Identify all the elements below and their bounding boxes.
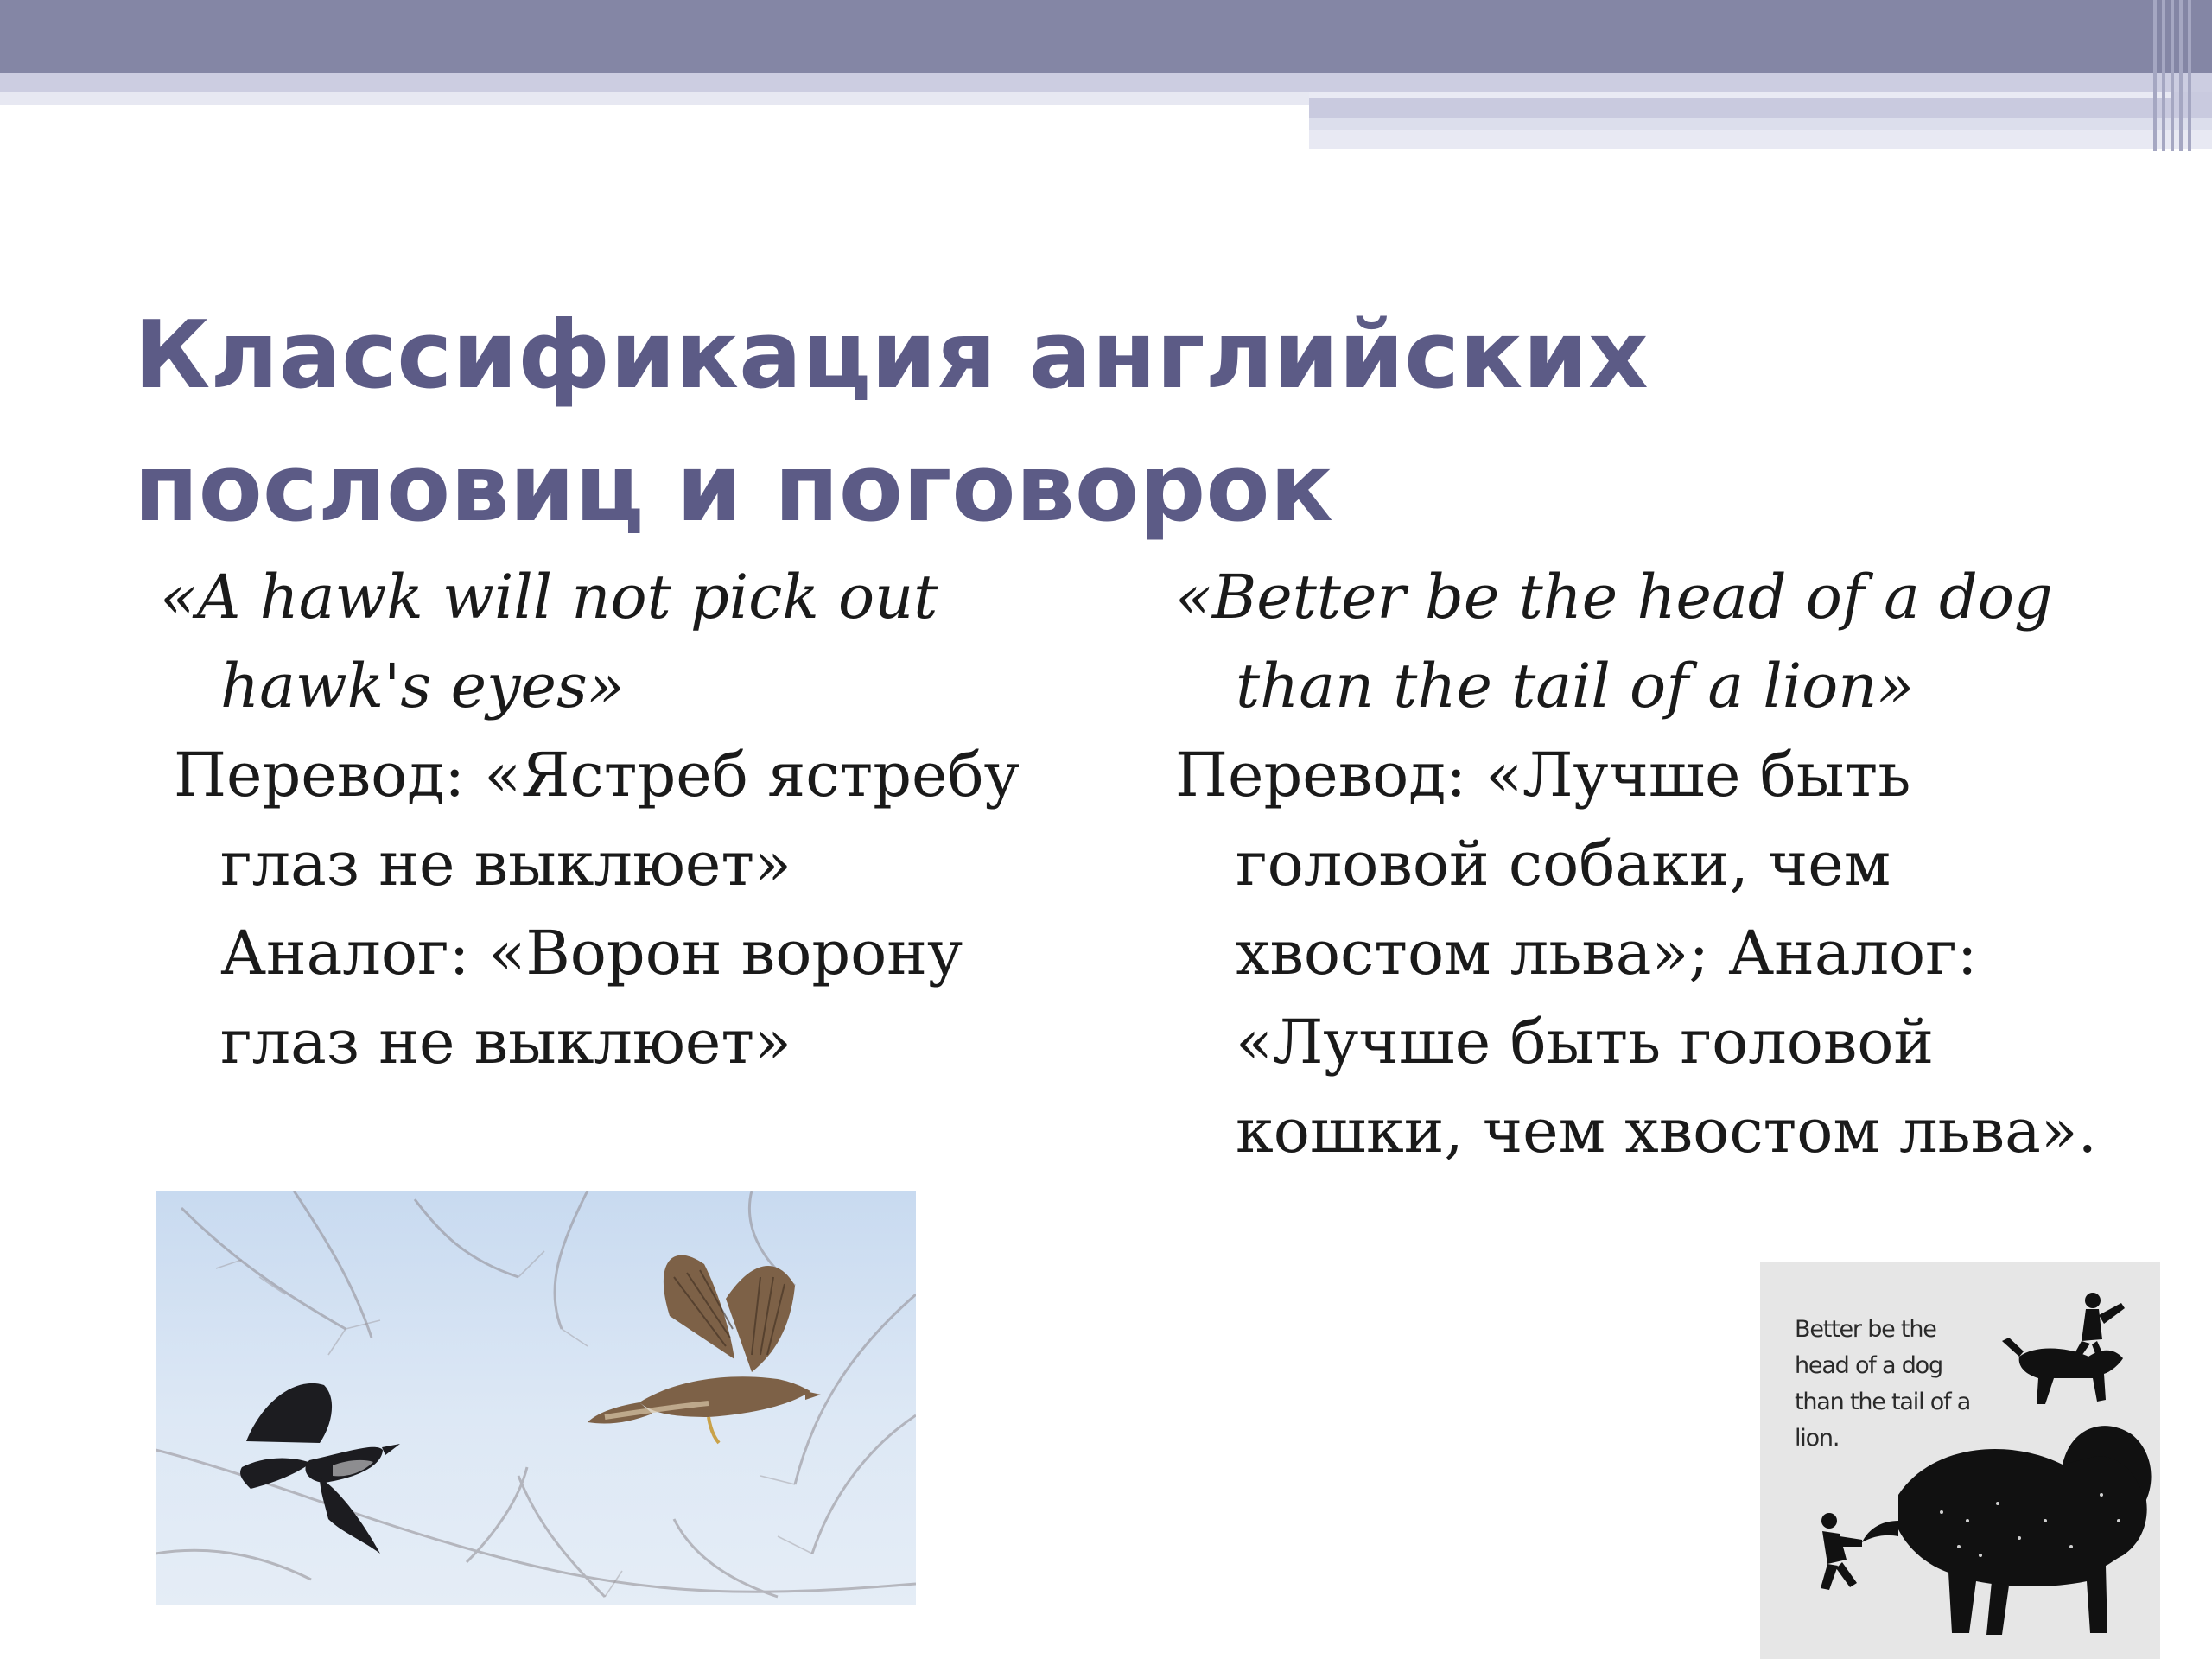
dog-and-lion-icon: [1760, 1262, 2160, 1659]
header-stripe: [2179, 0, 2183, 151]
header-band-right-bottom: [1309, 130, 2212, 149]
header-band-right-middle: [1309, 118, 2212, 130]
left-column: [160, 553, 1033, 1087]
header-band-light: [0, 73, 2212, 92]
left-translation: Перевод: «Ястреб ястребу глаз не выклюет» Аналог: «Ворон ворону глаз не выклюет»: [174, 740, 1020, 1077]
slide-title: Классификация английских пословиц и поговорок: [134, 302, 1649, 543]
left-proverb: «A hawk will not pick out hawk's eyes»: [160, 562, 938, 721]
poster-caption: Better be the head of a dog than the tail of a lion.: [1795, 1316, 1971, 1452]
header-stripe: [2188, 0, 2191, 151]
header-stripe: [2162, 0, 2165, 151]
right-proverb: «Better be the head of a dog than the tail of a lion»: [1175, 562, 2053, 721]
crow-and-hawk-icon: [156, 1191, 916, 1605]
dog-and-lion-poster: [1760, 1262, 2160, 1659]
header-stripe: [2153, 0, 2157, 151]
right-column: [1175, 553, 2143, 1176]
header-stripe: [2171, 0, 2174, 151]
header-band: [0, 0, 2212, 73]
header-band-strip: [1309, 92, 2173, 98]
right-translation: Перевод: «Лучше быть головой собаки, чем хвостом льва»; Аналог: «Лучше быть головой кошки, чем хвостом льва».: [1175, 740, 2097, 1166]
header-band-light-left: [0, 92, 1309, 105]
crow-and-hawk-photo: [156, 1191, 916, 1605]
